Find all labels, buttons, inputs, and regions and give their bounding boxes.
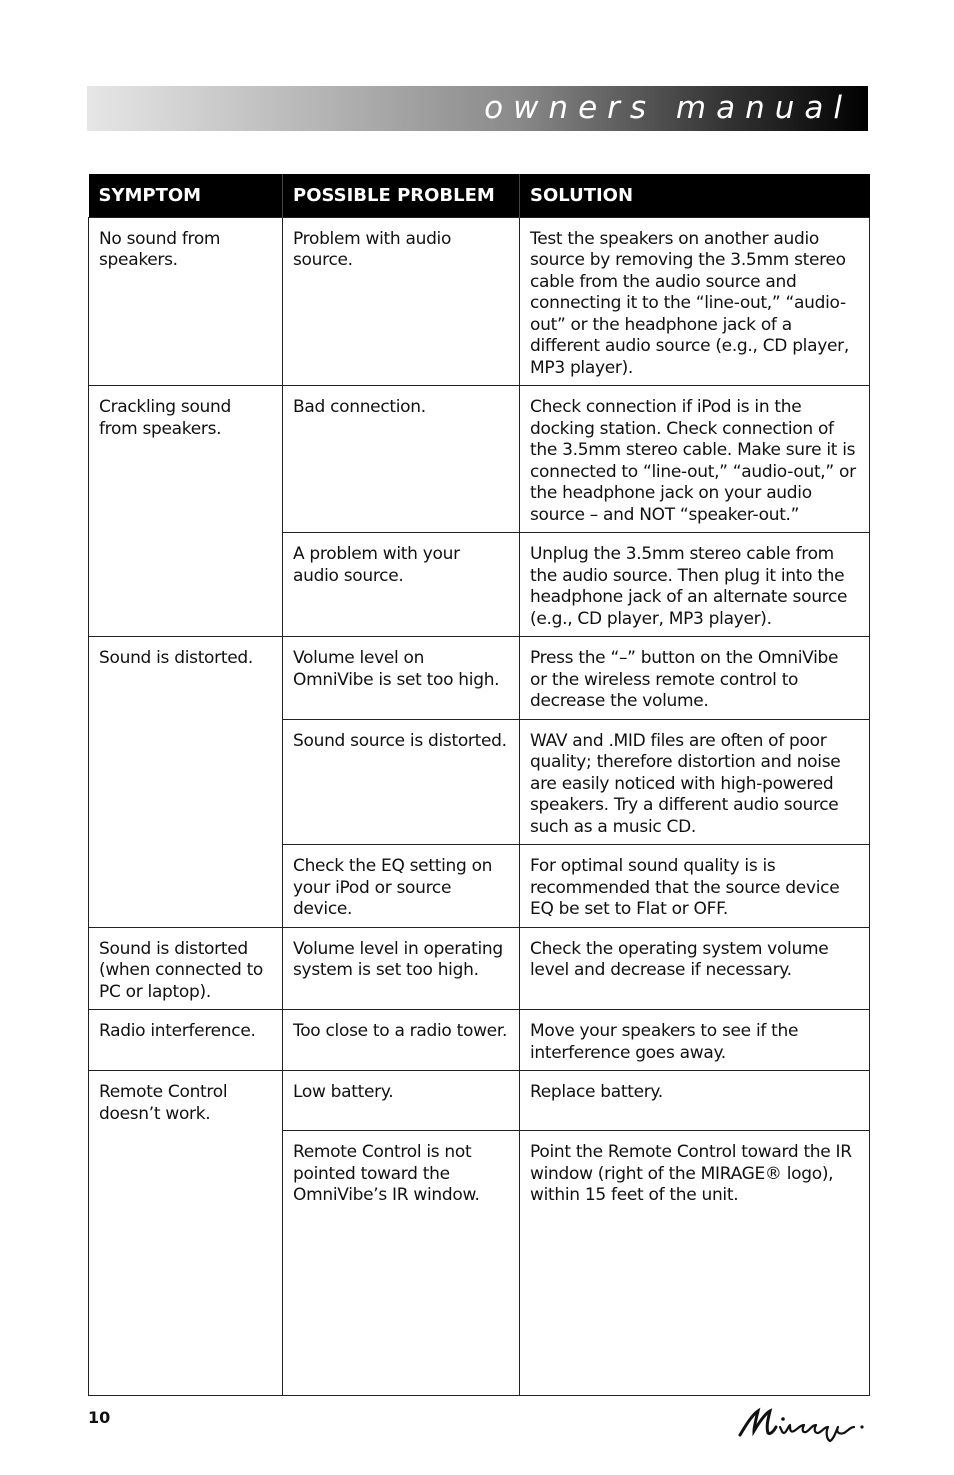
column-header-problem: POSSIBLE PROBLEM [283,174,520,217]
table-row [89,1071,870,1131]
solution-cell: WAV and .MID files are often of poor quality; therefore distortion and noise are easily noticed with high-powered speakers. Try a different audio source such as a music CD. [520,719,870,845]
problem-cell: Volume level on OmniVibe is set too high. [283,637,520,720]
mirage-logo [736,1405,870,1445]
solution-cell: For optimal sound quality is is recommended that the source device EQ be set to Flat or OFF. [520,845,870,928]
page-header-title: owners manual [484,90,852,126]
problem-cell: Bad connection. [283,386,520,533]
problem-cell: Volume level in operating system is set too high. [283,927,520,1010]
symptom-cell: No sound from speakers. [89,217,283,386]
problem-cell: Low battery. [283,1071,520,1131]
problem-cell: Problem with audio source. [283,217,520,386]
solution-cell: Test the speakers on another audio source by removing the 3.5mm stereo cable from the audio source and connecting it to the “line-out,” “audio-out” or the headphone jack of a different audio source (e.g., CD player, MP3 player). [520,217,870,386]
problem-cell: Too close to a radio tower. [283,1010,520,1071]
column-header-solution: SOLUTION [520,174,870,217]
symptom-cell: Crackling sound from speakers. [89,386,283,637]
symptom-cell: Sound is distorted (when connected to PC or laptop). [89,927,283,1010]
solution-cell: Unplug the 3.5mm stereo cable from the audio source. Then plug it into the headphone jack of an alternate source (e.g., CD player, MP3 player). [520,533,870,637]
page-number: 10 [88,1408,111,1427]
column-header-symptom: SYMPTOM [89,174,283,217]
symptom-cell: Radio interference. [89,1010,283,1071]
problem-cell: Remote Control is not pointed toward the OmniVibe’s IR window. [283,1131,520,1396]
symptom-cell: Remote Control doesn’t work. [89,1071,283,1396]
problem-cell: Sound source is distorted. [283,719,520,845]
table-row [89,637,870,720]
solution-cell: Check connection if iPod is in the docking station. Check connection of the 3.5mm stereo cable. Make sure it is connected to “line-out,” “audio-out,” or the headphone jack on your audio source – and NOT “speaker-out.” [520,386,870,533]
solution-cell: Check the operating system volume level and decrease if necessary. [520,927,870,1010]
solution-cell: Move your speakers to see if the interference goes away. [520,1010,870,1071]
header-banner [87,86,868,131]
solution-cell: Point the Remote Control toward the IR window (right of the MIRAGE® logo), within 15 feet of the unit. [520,1131,870,1396]
symptom-cell: Sound is distorted. [89,637,283,928]
table-row [89,927,870,1010]
table-row [89,386,870,533]
table-row [89,217,870,386]
troubleshooting-table [88,174,870,1396]
table-header-row [89,174,870,217]
problem-cell: Check the EQ setting on your iPod or source device. [283,845,520,928]
solution-cell: Press the “–” button on the OmniVibe or the wireless remote control to decrease the volume. [520,637,870,720]
problem-cell: A problem with your audio source. [283,533,520,637]
table-row [89,1010,870,1071]
solution-cell: Replace battery. [520,1071,870,1131]
